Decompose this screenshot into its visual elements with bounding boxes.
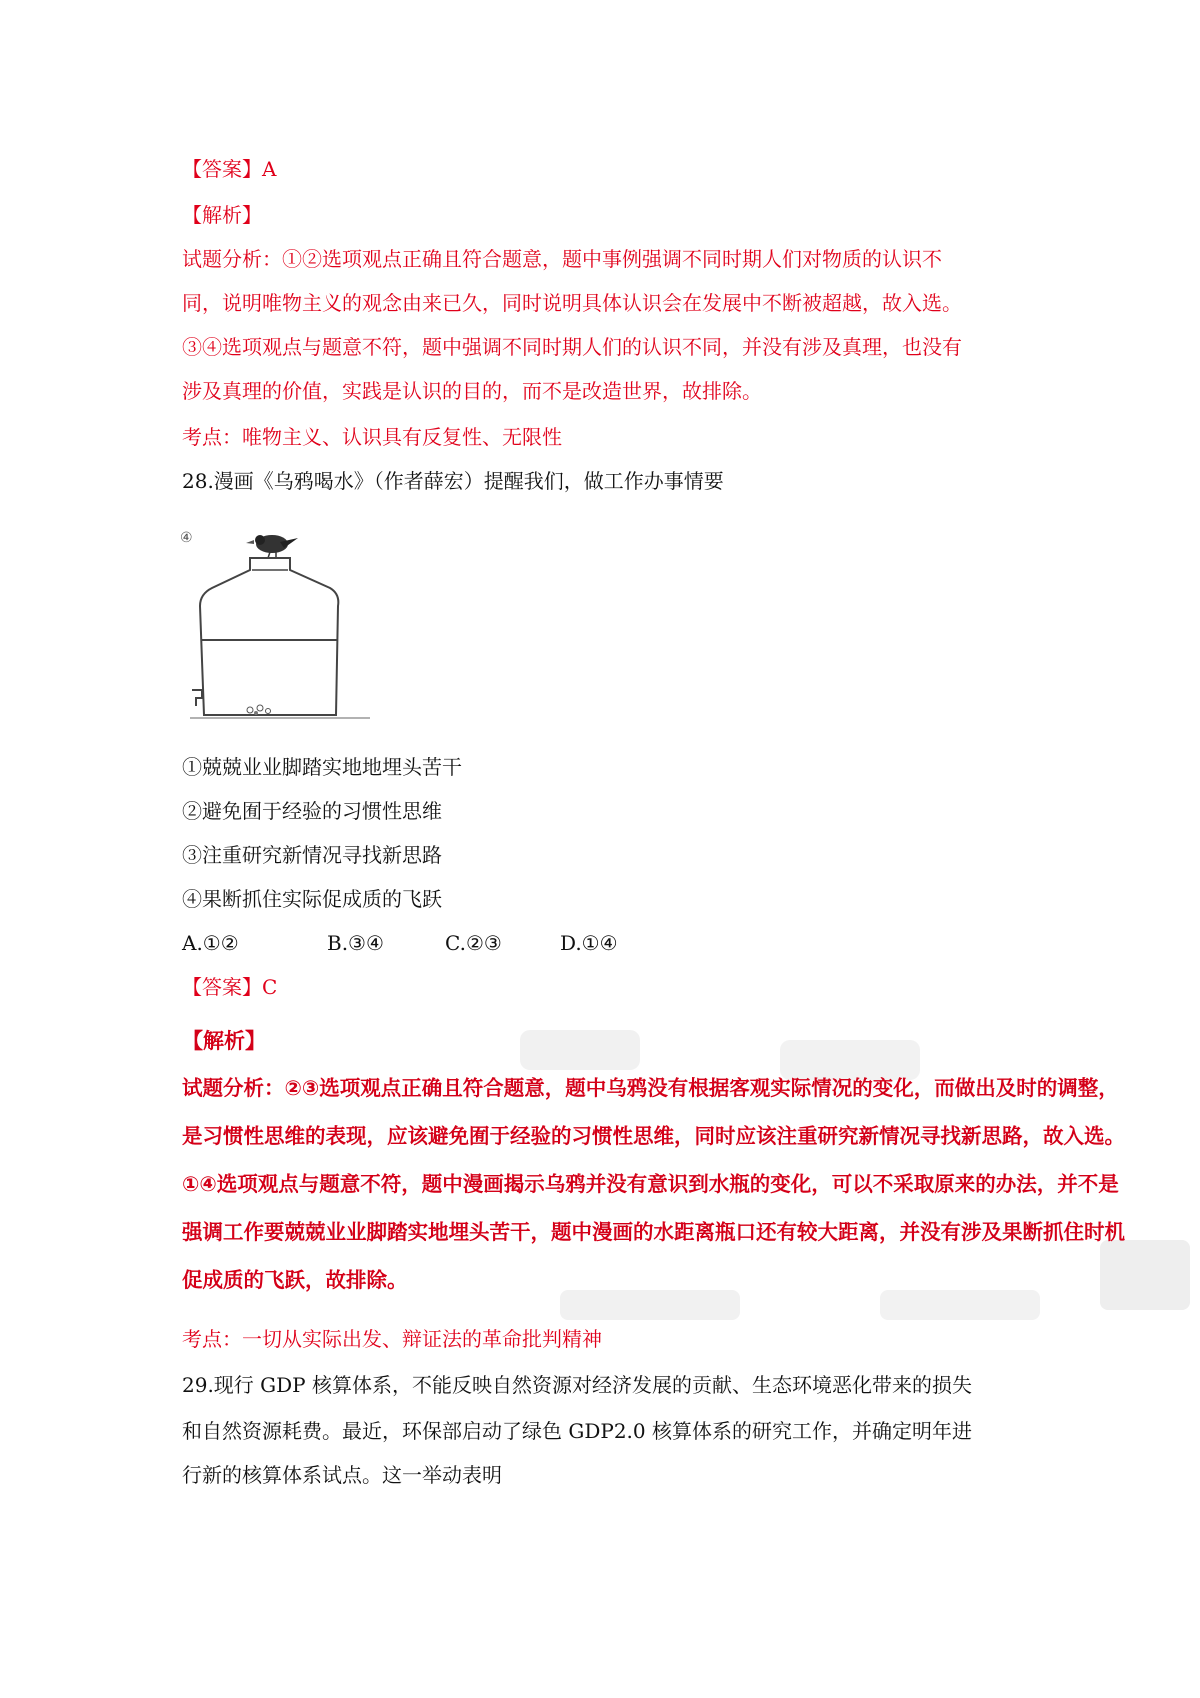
q28-option-4: ④果断抓住实际促成质的飞跃: [182, 887, 442, 911]
q28-analysis-line: 强调工作要兢兢业业脚踏实地埋头苦干，题中漫画的水距离瓶口还有较大距离，并没有涉及果断抓住时机: [182, 1220, 1125, 1244]
choice-c: C.②③: [445, 931, 502, 955]
q28-option-1: ①兢兢业业脚踏实地地埋头苦干: [182, 755, 462, 779]
q27-kaodian: 考点：唯物主义、认识具有反复性、无限性: [182, 425, 562, 449]
q28-analysis-line: 促成质的飞跃，故排除。: [182, 1268, 408, 1292]
scan-noise-blob: [1100, 1240, 1190, 1310]
q29-stem-line: 29.现行 GDP 核算体系，不能反映自然资源对经济发展的贡献、生态环境恶化带来的损失: [182, 1373, 972, 1397]
q28-stem: 28.漫画《乌鸦喝水》（作者薛宏）提醒我们，做工作办事情要: [182, 469, 724, 493]
q27-analysis-line: 同，说明唯物主义的观念由来已久，同时说明具体认识会在发展中不断被超越，故入选。: [182, 291, 962, 315]
q28-kaodian: 考点：一切从实际出发、辩证法的革命批判精神: [182, 1327, 602, 1351]
cartoon-figure-number: ④: [180, 530, 193, 546]
scan-noise-blob: [780, 1040, 920, 1080]
scan-noise-blob: [560, 1290, 740, 1320]
q27-answer: 【答案】A: [182, 157, 277, 181]
q27-analysis-head: 【解析】: [182, 203, 262, 227]
q28-analysis-line: 试题分析：②③选项观点正确且符合题意，题中乌鸦没有根据客观实际情况的变化，而做出及时的调整，: [182, 1076, 1119, 1100]
q28-choices: [182, 930, 618, 956]
q28-option-2: ②避免囿于经验的习惯性思维: [182, 799, 442, 823]
crow-bottle-cartoon: [180, 530, 390, 730]
q28-analysis-head: 【解析】: [182, 1029, 266, 1053]
scan-noise-blob: [880, 1290, 1040, 1320]
scan-noise-blob: [520, 1030, 640, 1070]
q27-analysis-line: 涉及真理的价值，实践是认识的目的，而不是改造世界，故排除。: [182, 379, 762, 403]
choice-a: A.①②: [182, 931, 239, 955]
q28-option-3: ③注重研究新情况寻找新思路: [182, 843, 442, 867]
q29-stem-line: 和自然资源耗费。最近，环保部启动了绿色 GDP2.0 核算体系的研究工作，并确定明年进: [182, 1419, 972, 1443]
choice-b: B.③④: [327, 931, 384, 955]
q27-analysis-line: ③④选项观点与题意不符，题中强调不同时期人们的认识不同，并没有涉及真理，也没有: [182, 335, 962, 359]
q28-analysis-line: 是习惯性思维的表现，应该避免囿于经验的习惯性思维，同时应该注重研究新情况寻找新思路，故入选。: [182, 1124, 1125, 1148]
q28-answer: 【答案】C: [182, 975, 278, 999]
q29-stem-line: 行新的核算体系试点。这一举动表明: [182, 1463, 502, 1487]
q28-analysis-line: ①④选项观点与题意不符，题中漫画揭示乌鸦并没有意识到水瓶的变化，可以不采取原来的办法，并不是: [182, 1172, 1119, 1196]
bottle-illustration: [180, 530, 390, 730]
q27-analysis-line: 试题分析：①②选项观点正确且符合题意，题中事例强调不同时期人们对物质的认识不: [182, 247, 942, 271]
crow-icon: [246, 535, 298, 558]
choice-d: D.①④: [560, 931, 618, 955]
